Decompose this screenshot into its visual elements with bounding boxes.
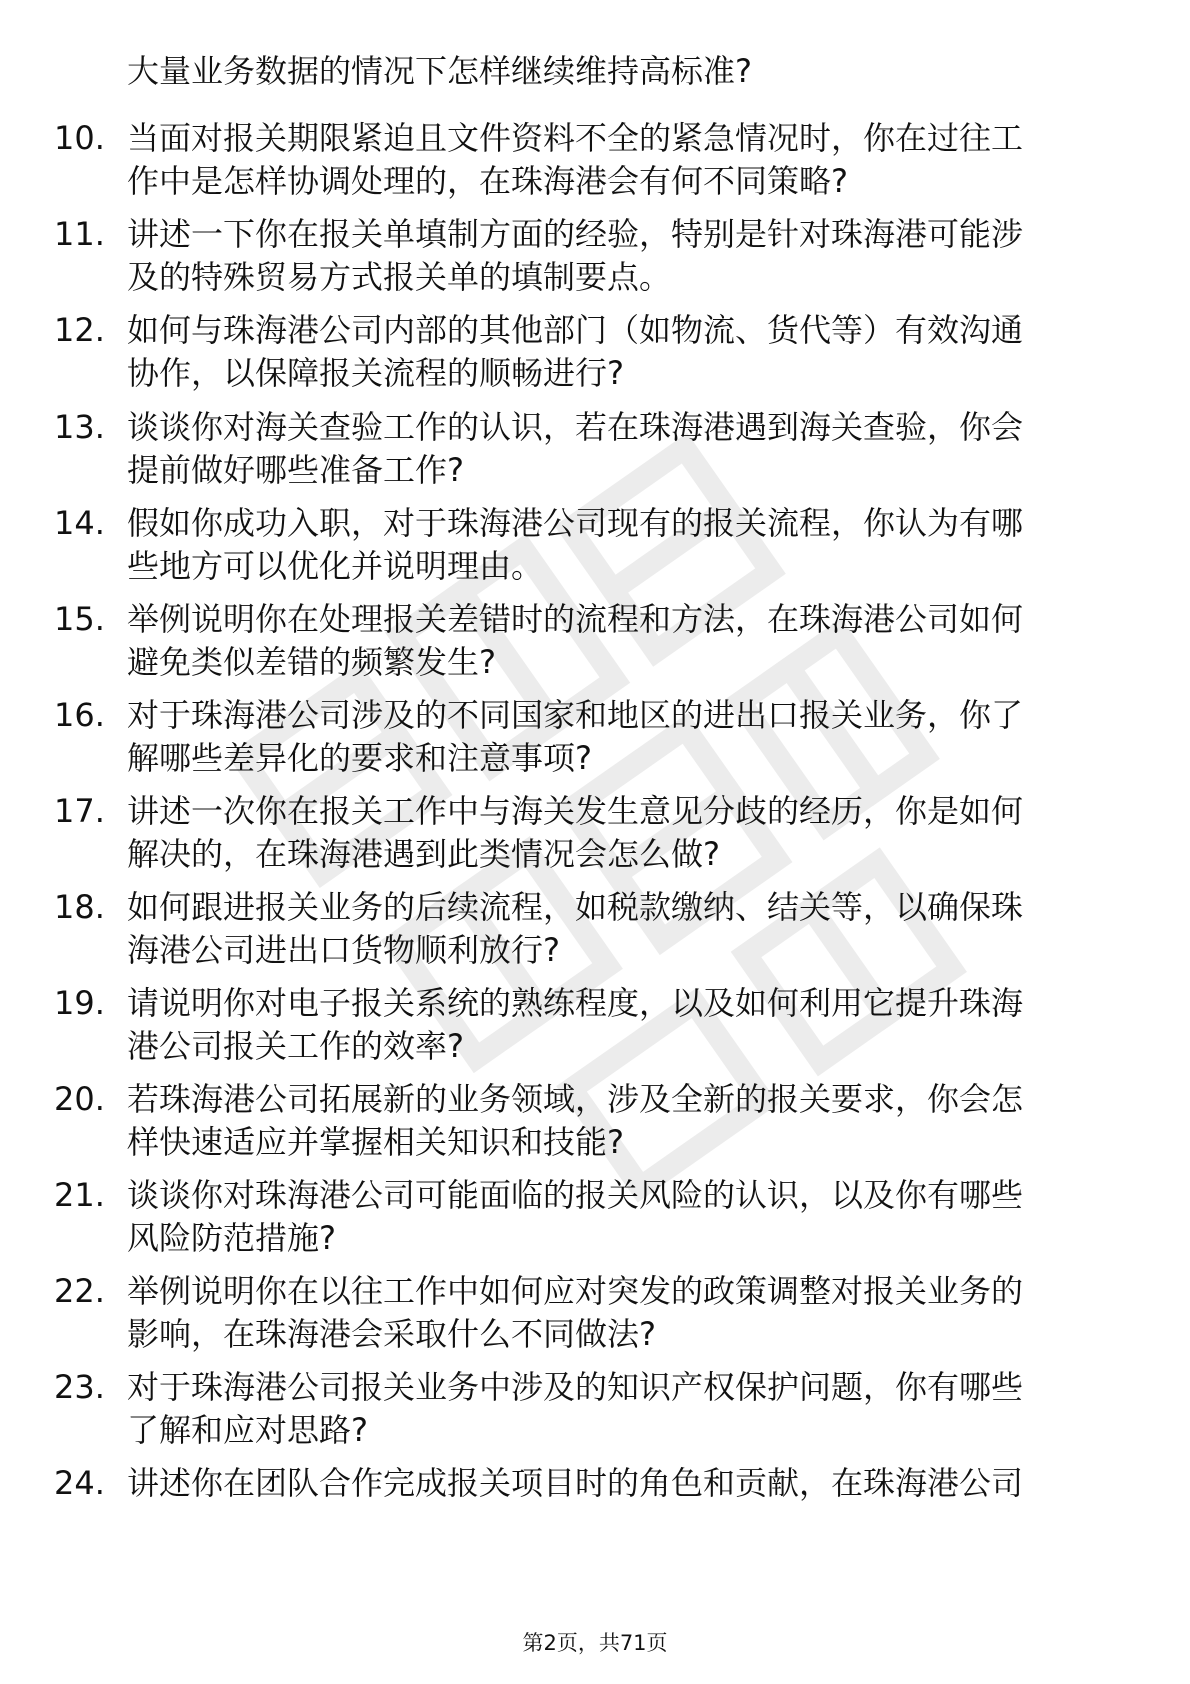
question-number: 19. bbox=[54, 984, 105, 1022]
question-item bbox=[0, 305, 1190, 405]
question-number: 20. bbox=[54, 1080, 105, 1118]
question-item bbox=[0, 1362, 1190, 1462]
question-text-line: 如何跟进报关业务的后续流程，如税款缴纳、结关等，以确保珠 bbox=[127, 888, 1024, 926]
question-text-line: 讲述你在团队合作完成报关项目时的角色和贡献，在珠海港公司 bbox=[127, 1464, 1024, 1502]
question-text-line: 谈谈你对海关查验工作的认识，若在珠海港遇到海关查验，你会 bbox=[127, 408, 1024, 446]
question-text-line: 假如你成功入职，对于珠海港公司现有的报关流程，你认为有哪 bbox=[127, 504, 1024, 542]
question-number: 15. bbox=[54, 600, 105, 638]
question-number: 18. bbox=[54, 888, 105, 926]
question-text-line: 风险防范措施? bbox=[127, 1219, 336, 1257]
question-text-line: 及的特殊贸易方式报关单的填制要点。 bbox=[127, 258, 672, 296]
question-number: 11. bbox=[54, 215, 105, 253]
question-number: 14. bbox=[54, 504, 105, 542]
question-item bbox=[0, 209, 1190, 309]
question-item bbox=[0, 1458, 1190, 1558]
question-item bbox=[0, 402, 1190, 502]
question-number: 12. bbox=[54, 311, 105, 349]
question-text-line: 协作，以保障报关流程的顺畅进行? bbox=[127, 354, 624, 392]
question-text-line: 如何与珠海港公司内部的其他部门（如物流、货代等）有效沟通 bbox=[127, 311, 1024, 349]
question-number: 16. bbox=[54, 696, 105, 734]
question-text-line: 些地方可以优化并说明理由。 bbox=[127, 547, 544, 585]
page-number-footer: 第2页，共71页 bbox=[522, 1631, 668, 1655]
question-text-line: 样快速适应并掌握相关知识和技能? bbox=[127, 1123, 624, 1161]
question-item bbox=[0, 498, 1190, 598]
question-text-line: 请说明你对电子报关系统的熟练程度，以及如何利用它提升珠海 bbox=[127, 984, 1024, 1022]
question-number: 24. bbox=[54, 1464, 105, 1502]
carry-over-text: 大量业务数据的情况下怎样继续维持高标准? bbox=[127, 52, 752, 90]
question-text-line: 若珠海港公司拓展新的业务领域，涉及全新的报关要求，你会怎 bbox=[127, 1080, 1024, 1118]
question-text-line: 作中是怎样协调处理的，在珠海港会有何不同策略? bbox=[127, 162, 848, 200]
question-number: 23. bbox=[54, 1368, 105, 1406]
question-number: 13. bbox=[54, 408, 105, 446]
question-item bbox=[0, 882, 1190, 982]
question-text-line: 举例说明你在处理报关差错时的流程和方法，在珠海港公司如何 bbox=[127, 600, 1024, 638]
question-text-line: 讲述一下你在报关单填制方面的经验，特别是针对珠海港可能涉 bbox=[127, 215, 1024, 253]
question-item bbox=[0, 1170, 1190, 1270]
question-text-line: 解哪些差异化的要求和注意事项? bbox=[127, 739, 592, 777]
question-number: 22. bbox=[54, 1272, 105, 1310]
question-text-line: 了解和应对思路? bbox=[127, 1411, 368, 1449]
question-number: 21. bbox=[54, 1176, 105, 1214]
question-item bbox=[0, 113, 1190, 213]
question-text-line: 当面对报关期限紧迫且文件资料不全的紧急情况时，你在过往工 bbox=[127, 119, 1024, 157]
question-number: 10. bbox=[54, 119, 105, 157]
question-item bbox=[0, 1266, 1190, 1366]
question-item bbox=[0, 690, 1190, 790]
question-text-line: 对于珠海港公司报关业务中涉及的知识产权保护问题，你有哪些 bbox=[127, 1368, 1024, 1406]
question-text-line: 对于珠海港公司涉及的不同国家和地区的进出口报关业务，你了 bbox=[127, 696, 1024, 734]
question-text-line: 影响，在珠海港会采取什么不同做法? bbox=[127, 1315, 656, 1353]
question-text-line: 谈谈你对珠海港公司可能面临的报关风险的认识，以及你有哪些 bbox=[127, 1176, 1024, 1214]
question-text-line: 提前做好哪些准备工作? bbox=[127, 451, 464, 489]
question-text-line: 海港公司进出口货物顺利放行? bbox=[127, 931, 560, 969]
question-item bbox=[0, 786, 1190, 886]
question-text-line: 港公司报关工作的效率? bbox=[127, 1027, 464, 1065]
question-item bbox=[0, 978, 1190, 1078]
question-item bbox=[0, 1074, 1190, 1174]
question-item bbox=[0, 594, 1190, 694]
question-number: 17. bbox=[54, 792, 105, 830]
question-text-line: 讲述一次你在报关工作中与海关发生意见分歧的经历，你是如何 bbox=[127, 792, 1024, 830]
question-text-line: 举例说明你在以往工作中如何应对突发的政策调整对报关业务的 bbox=[127, 1272, 1024, 1310]
question-text-line: 避免类似差错的频繁发生? bbox=[127, 643, 496, 681]
question-text-line: 解决的，在珠海港遇到此类情况会怎么做? bbox=[127, 835, 720, 873]
